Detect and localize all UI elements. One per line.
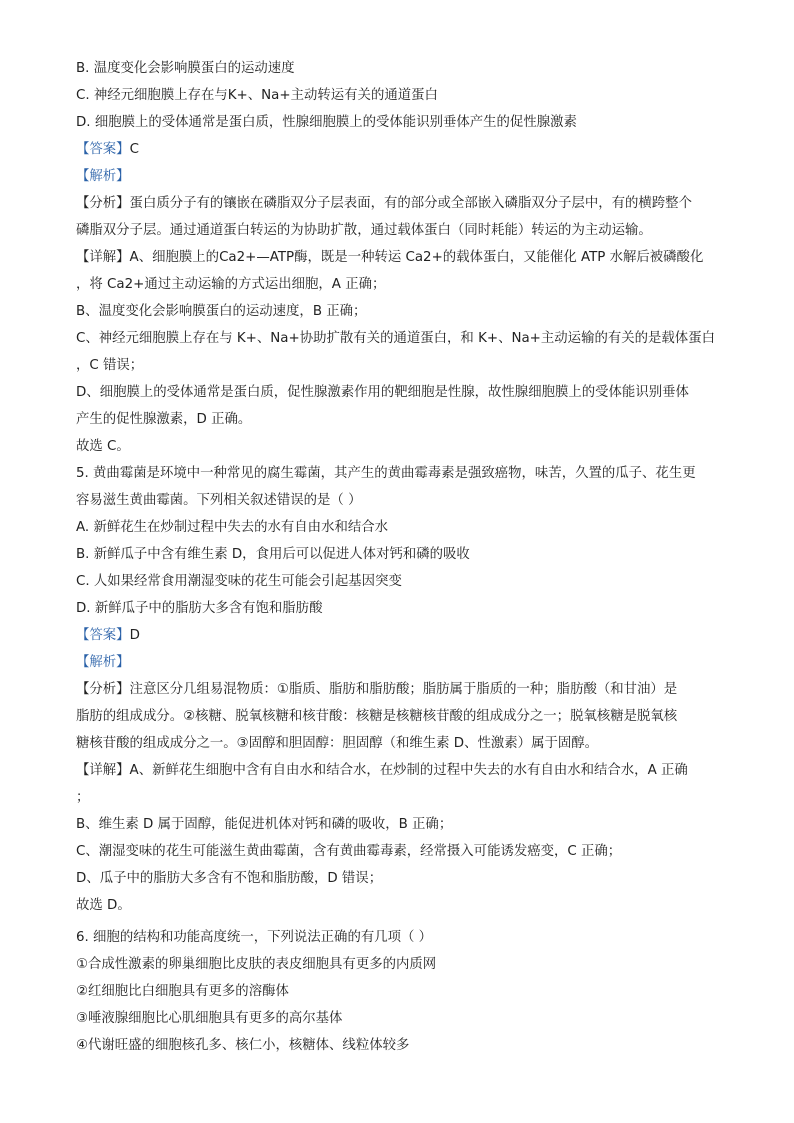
text-line bbox=[76, 870, 726, 888]
text-line bbox=[76, 168, 726, 186]
text-line bbox=[76, 492, 726, 510]
line-text: D、瓜子中的脂肪大多含有不饱和脂肪酸，D 错误； bbox=[76, 871, 383, 886]
line-text: 故选 C。 bbox=[76, 439, 130, 454]
line-text: B、温度变化会影响膜蛋白的运动速度，B 正确； bbox=[76, 304, 367, 319]
line-text: C. 人如果经常食用潮湿变味的花生可能会引起基因突变 bbox=[76, 574, 402, 589]
line-text: B. 温度变化会影响膜蛋白的运动速度 bbox=[76, 61, 295, 76]
line-text: 脂肪的组成成分。②核糖、脱氧核糖和核苷酸：核糖是核糖核苷酸的组成成分之一；脱氧核糖是脱氧核 bbox=[76, 709, 678, 724]
text-line bbox=[76, 114, 726, 132]
line-text: ，C 错误； bbox=[76, 358, 144, 373]
line-text: 糖核苷酸的组成成分之一。③固醇和胆固醇：胆固醇（和维生素 D、性激素）属于固醇。 bbox=[76, 736, 599, 751]
text-line bbox=[76, 762, 726, 780]
text-line bbox=[76, 897, 726, 915]
text-line bbox=[76, 330, 726, 348]
text-line bbox=[76, 929, 726, 947]
text-line bbox=[76, 411, 726, 429]
line-text: 5. 黄曲霉菌是环境中一种常见的腐生霉菌，其产生的黄曲霉毒素是强致癌物，味苦，久置的瓜子、花生更 bbox=[76, 466, 696, 481]
line-text: B、维生素 D 属于固醇，能促进机体对钙和磷的吸收，B 正确； bbox=[76, 817, 453, 832]
text-line bbox=[76, 546, 726, 564]
text-line bbox=[76, 573, 726, 591]
text-line bbox=[76, 249, 726, 267]
text-line bbox=[76, 843, 726, 861]
line-text: 容易滋生黄曲霉菌。下列相关叙述错误的是（ ） bbox=[76, 493, 362, 508]
line-text: D. 细胞膜上的受体通常是蛋白质，性腺细胞膜上的受体能识别垂体产生的促性腺激素 bbox=[76, 115, 577, 130]
text-line bbox=[76, 195, 726, 213]
text-line bbox=[76, 681, 726, 699]
line-text: C、潮湿变味的花生可能滋生黄曲霉菌，含有黄曲霉毒素，经常摄入可能诱发癌变，C 正确； bbox=[76, 844, 622, 859]
line-text: 故选 D。 bbox=[76, 898, 131, 913]
line-text: A. 新鲜花生在炒制过程中失去的水有自由水和结合水 bbox=[76, 520, 389, 535]
text-line bbox=[76, 222, 726, 240]
text-line bbox=[76, 87, 726, 105]
text-line bbox=[76, 465, 726, 483]
text-line bbox=[76, 384, 726, 402]
text-line bbox=[76, 654, 726, 672]
text-line bbox=[76, 708, 726, 726]
line-text: C. 神经元细胞膜上存在与K+、Na+主动转运有关的通道蛋白 bbox=[76, 88, 438, 103]
line-text: ，将 Ca2+通过主动运输的方式运出细胞，A 正确； bbox=[76, 277, 386, 292]
line-text: C、神经元细胞膜上存在与 K+、Na+协助扩散有关的通道蛋白，和 K+、Na+主动运输的有关的是载体蛋白 bbox=[76, 331, 715, 346]
line-text: B. 新鲜瓜子中含有维生素 D，食用后可以促进人体对钙和磷的吸收 bbox=[76, 547, 470, 562]
line-text: D bbox=[129, 628, 140, 643]
line-text: 【分析】注意区分几组易混物质：①脂质、脂肪和脂肪酸；脂肪属于脂质的一种；脂肪酸（和甘油）是 bbox=[76, 682, 678, 697]
line-text: 【详解】A、细胞膜上的Ca2+—ATP酶，既是一种转运 Ca2+的载体蛋白，又能催化 ATP 水解后被磷酸化 bbox=[76, 250, 704, 265]
text-line bbox=[76, 600, 726, 618]
text-line bbox=[76, 60, 726, 78]
text-line bbox=[76, 438, 726, 456]
text-line bbox=[76, 735, 726, 753]
line-text: 【详解】A、新鲜花生细胞中含有自由水和结合水，在炒制的过程中失去的水有自由水和结合水，A 正确 bbox=[76, 763, 688, 778]
line-text: ； bbox=[76, 790, 90, 805]
text-line bbox=[76, 519, 726, 537]
line-text: D、细胞膜上的受体通常是蛋白质，促性腺激素作用的靶细胞是性腺，故性腺细胞膜上的受体能识别垂体 bbox=[76, 385, 689, 400]
text-line bbox=[76, 141, 726, 159]
line-text: ③唾液腺细胞比心肌细胞具有更多的高尔基体 bbox=[76, 1011, 343, 1026]
line-text: 【分析】蛋白质分子有的镶嵌在磷脂双分子层表面，有的部分或全部嵌入磷脂双分子层中，有的横跨整个 bbox=[76, 196, 692, 211]
line-text: 磷脂双分子层。通过通道蛋白转运的为协助扩散，通过载体蛋白（同时耗能）转运的为主动运输。 bbox=[76, 223, 652, 238]
section-tag: 【解析】 bbox=[76, 169, 130, 184]
text-line bbox=[76, 357, 726, 375]
text-line bbox=[76, 789, 726, 807]
line-text: D. 新鲜瓜子中的脂肪大多含有饱和脂肪酸 bbox=[76, 601, 323, 616]
text-line bbox=[76, 1010, 726, 1028]
line-text: ④代谢旺盛的细胞核孔多、核仁小，核糖体、线粒体较多 bbox=[76, 1038, 410, 1053]
text-line bbox=[76, 956, 726, 974]
text-line bbox=[76, 816, 726, 834]
section-tag: 【答案】 bbox=[76, 628, 130, 643]
text-line bbox=[76, 303, 726, 321]
line-text: C bbox=[129, 142, 139, 157]
text-line bbox=[76, 276, 726, 294]
text-line bbox=[76, 627, 726, 645]
line-text: ①合成性激素的卵巢细胞比皮肤的表皮细胞具有更多的内质网 bbox=[76, 957, 437, 972]
line-text: ②红细胞比白细胞具有更多的溶酶体 bbox=[76, 984, 289, 999]
text-line bbox=[76, 983, 726, 1001]
line-text: 6. 细胞的结构和功能高度统一，下列说法正确的有几项（ ） bbox=[76, 930, 433, 945]
text-line bbox=[76, 1037, 726, 1055]
line-text: 产生的促性腺激素，D 正确。 bbox=[76, 412, 252, 427]
section-tag: 【解析】 bbox=[76, 655, 130, 670]
section-tag: 【答案】 bbox=[76, 142, 130, 157]
